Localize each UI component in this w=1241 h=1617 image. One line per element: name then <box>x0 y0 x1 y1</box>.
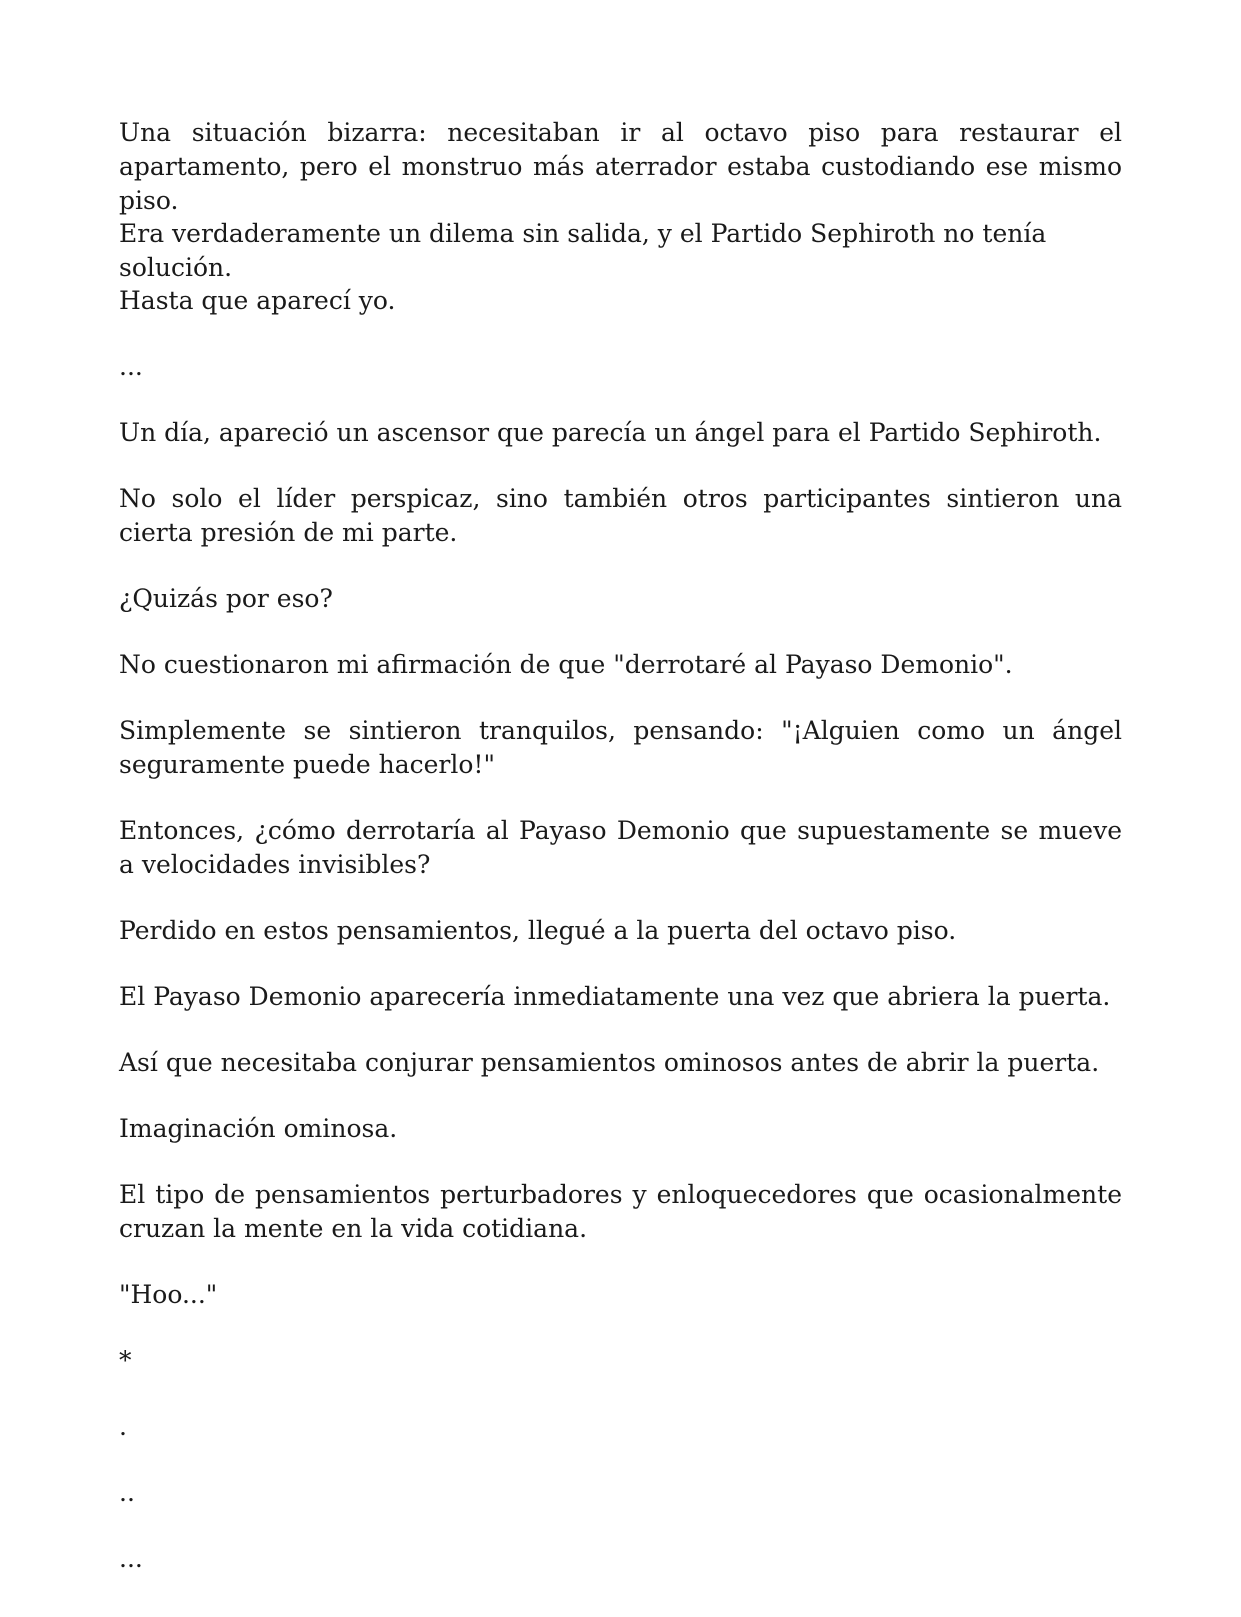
paragraph-7: ¿Quizás por eso? <box>119 584 333 613</box>
paragraph-3: Hasta que aparecí yo. <box>119 286 396 315</box>
paragraph-15: El tipo de pensamientos perturbadores y enloquecedores que ocasionalmente cruzan la mente en la vida cotidiana. <box>119 1180 1122 1243</box>
paragraph-10: Entonces, ¿cómo derrotaría al Payaso Demonio que supuestamente se mueve a velocidades invisibles? <box>119 816 1122 879</box>
paragraph-2: Era verdaderamente un dilema sin salida, y el Partido Sephiroth no tenía solución. <box>119 219 1047 282</box>
paragraph-5: Un día, apareció un ascensor que parecía un ángel para el Partido Sephiroth. <box>119 418 1102 447</box>
paragraph-8: No cuestionaron mi afirmación de que "derrotaré al Payaso Demonio". <box>119 650 1013 679</box>
paragraph-1: Una situación bizarra: necesitaban ir al octavo piso para restaurar el apartamento, pero el monstruo más aterrador estaba custodiando ese mismo piso. <box>119 118 1122 215</box>
paragraph-14: Imaginación ominosa. <box>119 1114 398 1143</box>
paragraph-6: No solo el líder perspicaz, sino también otros participantes sintieron una cierta presión de mi parte. <box>119 484 1122 547</box>
paragraph-20: ... <box>119 1544 143 1573</box>
paragraph-4: ... <box>119 352 143 381</box>
paragraph-18: . <box>119 1412 127 1441</box>
paragraph-19: .. <box>119 1478 135 1507</box>
paragraph-13: Así que necesitaba conjurar pensamientos ominosos antes de abrir la puerta. <box>119 1048 1100 1077</box>
paragraph-9: Simplemente se sintieron tranquilos, pensando: "¡Alguien como un ángel seguramente puede hacerlo!" <box>119 716 1122 779</box>
paragraph-12: El Payaso Demonio aparecería inmediatamente una vez que abriera la puerta. <box>119 982 1111 1011</box>
paragraph-16: "Hoo..." <box>119 1280 218 1309</box>
paragraph-17: * <box>119 1346 132 1375</box>
paragraph-11: Perdido en estos pensamientos, llegué a la puerta del octavo piso. <box>119 916 957 945</box>
